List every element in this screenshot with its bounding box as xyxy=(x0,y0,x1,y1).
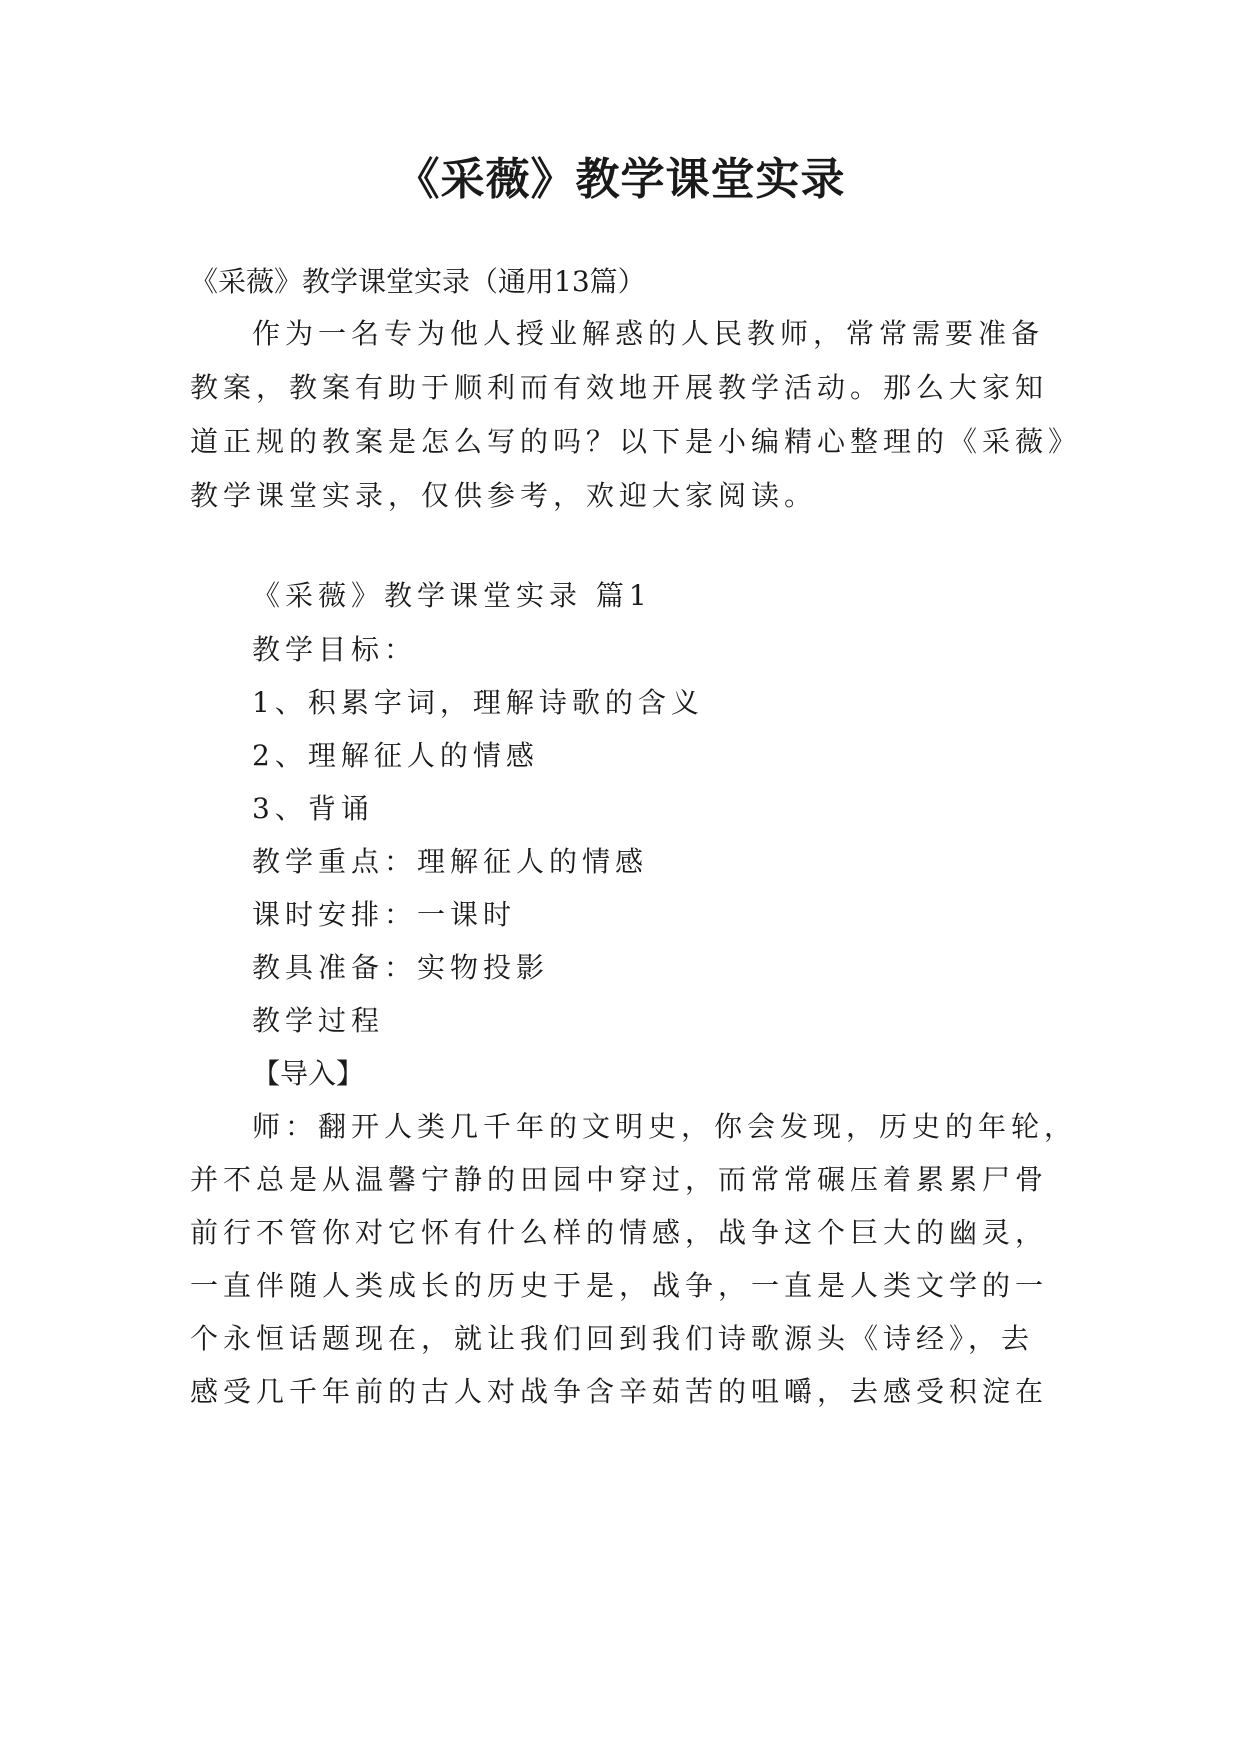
body-line-1: 师：翻开人类几千年的文明史，你会发现，历史的年轮， xyxy=(252,1110,1078,1143)
intro-line-2: 教案，教案有助于顺利而有效地开展教学活动。那么大家知 xyxy=(190,371,1049,404)
body-line-6: 感受几千年前的古人对战争含辛茹苦的咀嚼，去感受积淀在 xyxy=(190,1375,1049,1408)
intro-line-1: 作为一名专为他人授业解惑的人民教师，常常需要准备 xyxy=(252,317,1045,350)
body-line-4: 一直伴随人类成长的历史于是，战争，一直是人类文学的一 xyxy=(190,1269,1049,1302)
body-line-3: 前行不管你对它怀有什么样的情感，战争这个巨大的幽灵， xyxy=(190,1216,1049,1249)
document-subtitle: 《采薇》教学课堂实录（通用13篇） xyxy=(190,265,646,298)
item-goal-1: 1、积累字词，理解诗歌的含义 xyxy=(252,686,704,719)
intro-line-4: 教学课堂实录，仅供参考，欢迎大家阅读。 xyxy=(190,479,818,512)
item-intro-heading: 【导入】 xyxy=(252,1057,365,1090)
item-goal-2: 2、理解征人的情感 xyxy=(252,739,539,772)
item-teaching-goals: 教学目标： xyxy=(252,633,418,666)
body-line-2: 并不总是从温馨宁静的田园中穿过，而常常碾压着累累尸骨 xyxy=(190,1163,1049,1196)
section-heading: 《采薇》教学课堂实录 篇1 xyxy=(252,579,652,612)
item-schedule: 课时安排：一课时 xyxy=(252,898,517,931)
body-line-5: 个永恒话题现在，就让我们回到我们诗歌源头《诗经》，去 xyxy=(190,1322,1035,1355)
item-process: 教学过程 xyxy=(252,1004,385,1037)
document-title: 《采薇》教学课堂实录 xyxy=(395,154,846,205)
item-key-point: 教学重点：理解征人的情感 xyxy=(252,845,649,878)
intro-line-3: 道正规的教案是怎么写的吗？以下是小编精心整理的《采薇》 xyxy=(190,425,1082,458)
item-materials: 教具准备：实物投影 xyxy=(252,951,550,984)
item-goal-3: 3、背诵 xyxy=(252,792,374,825)
